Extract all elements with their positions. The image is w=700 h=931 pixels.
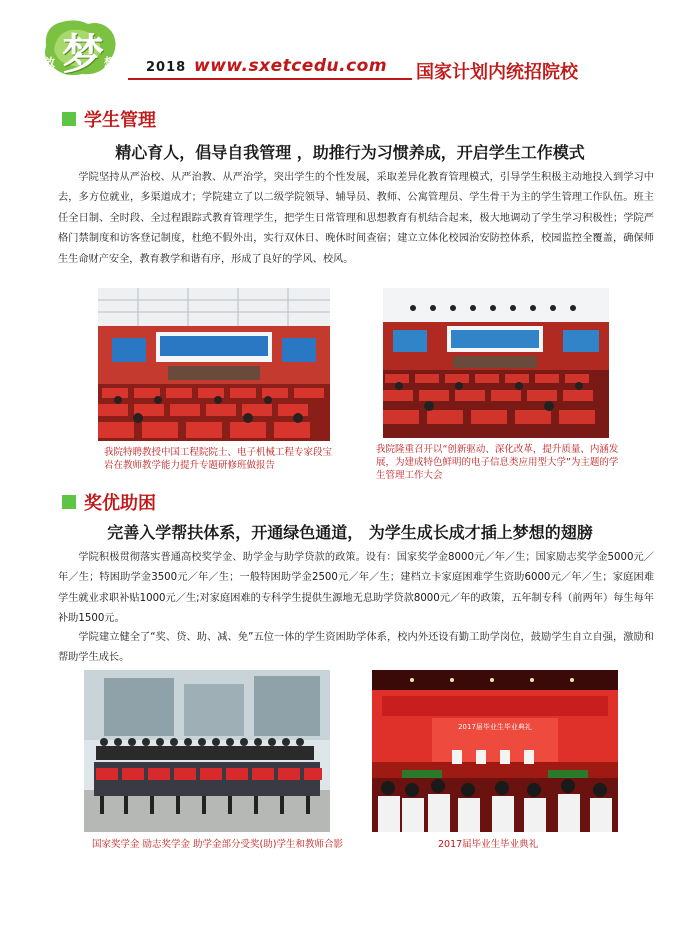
photo-meeting-hall bbox=[383, 288, 609, 438]
section-subtitle: 完善入学帮扶体系，开通绿色通道， 为学生成长成才插上梦想的翅膀 bbox=[107, 523, 593, 542]
header-url: www.sxetcedu.com bbox=[194, 56, 388, 76]
photo-graduation-ceremony bbox=[372, 670, 618, 832]
photo3-caption: 国家奖学金 励志奖学金 助学金部分受奖(助)学生和教师合影 bbox=[92, 839, 343, 850]
header-year: 2018 bbox=[146, 60, 187, 75]
school-logo bbox=[40, 16, 120, 80]
photo-lecture-hall bbox=[98, 288, 330, 441]
green-square-icon bbox=[62, 112, 76, 126]
section-title-text: 学生管理 bbox=[84, 110, 156, 131]
section-paragraph-policy: 学院积极贯彻落实普通高校奖学金、助学金与助学贷款的政策。设有：国家奖学金8000元／年／生；国家励志奖学金5000元／年／生；特困助学金3500元／年／生；一般特困助学金2500元／年／生；建档立卡家庭困难学生资助6000元／年／生；家庭困难学生就业求职补贴1000元／生;对家庭困难的专科学生提供生源地无息助学贷款8000元／年的政策，五年制专科（前两年）每生每年补助1500元。 bbox=[58, 552, 654, 625]
photo1-caption: 我院特聘教授中国工程院院士、电子机械工程专家段宝岩在教师教学能力提升专题研修班做报告 bbox=[104, 447, 333, 471]
section-title-text: 奖优助困 bbox=[84, 493, 156, 514]
section-subtitle: 精心育人，倡导自我管理 ，助推行为习惯养成，开启学生工作模式 bbox=[115, 143, 585, 162]
photo4-caption: 2017届毕业生毕业典礼 bbox=[438, 839, 539, 850]
photo2-caption: 我院隆重召开以“创新驱动、深化改革，提升质量、内涵发展，为建成特色鲜明的电子信息类应用型大学”为主题的学生管理工作大会 bbox=[376, 444, 619, 481]
section-title-scholarship bbox=[62, 489, 156, 515]
section-paragraph-support: 学院建立健全了“奖、贷、助、减、免”五位一体的学生资困助学体系，校内外还设有勤工助学岗位，鼓励学生自立自强，激励和帮助学生成长。 bbox=[58, 632, 654, 664]
graduation-banner-text: 2017届毕业生毕业典礼 bbox=[458, 723, 532, 731]
logo-small-right: 想 bbox=[104, 56, 115, 69]
header-slogan: 国家计划内统招院校 bbox=[416, 62, 578, 83]
green-square-icon bbox=[62, 495, 76, 509]
photo-group-award bbox=[84, 670, 330, 832]
logo-small-left: 放 bbox=[44, 56, 55, 69]
section-paragraph: 学院坚持从严治校、从严治教、从严治学，突出学生的个性发展，采取差异化教育管理模式，引导学生积极主动地投入到学习中去，多方位就业，多渠道成才；学院建立了以二级学院领导、辅导员、教师、公寓管理员、学生骨干为主的学生管理工作队伍。班主任全日制、全时段、全过程跟踪式教育管理学生，把学生日常管理和思想教育有机结合起来，极大地调动了学生学习积极性；学院严格门禁制度和访客登记制度，杜绝不假外出，实行双休日、晚休时间查宿；建立立体化校园治安防控体系，校园监控全覆盖，确保师生生命财产安全，教育教学和谐有序，形成了良好的学风、校风。 bbox=[58, 172, 654, 265]
section-title-student-management bbox=[62, 106, 156, 132]
logo-character: 梦 bbox=[62, 30, 105, 79]
